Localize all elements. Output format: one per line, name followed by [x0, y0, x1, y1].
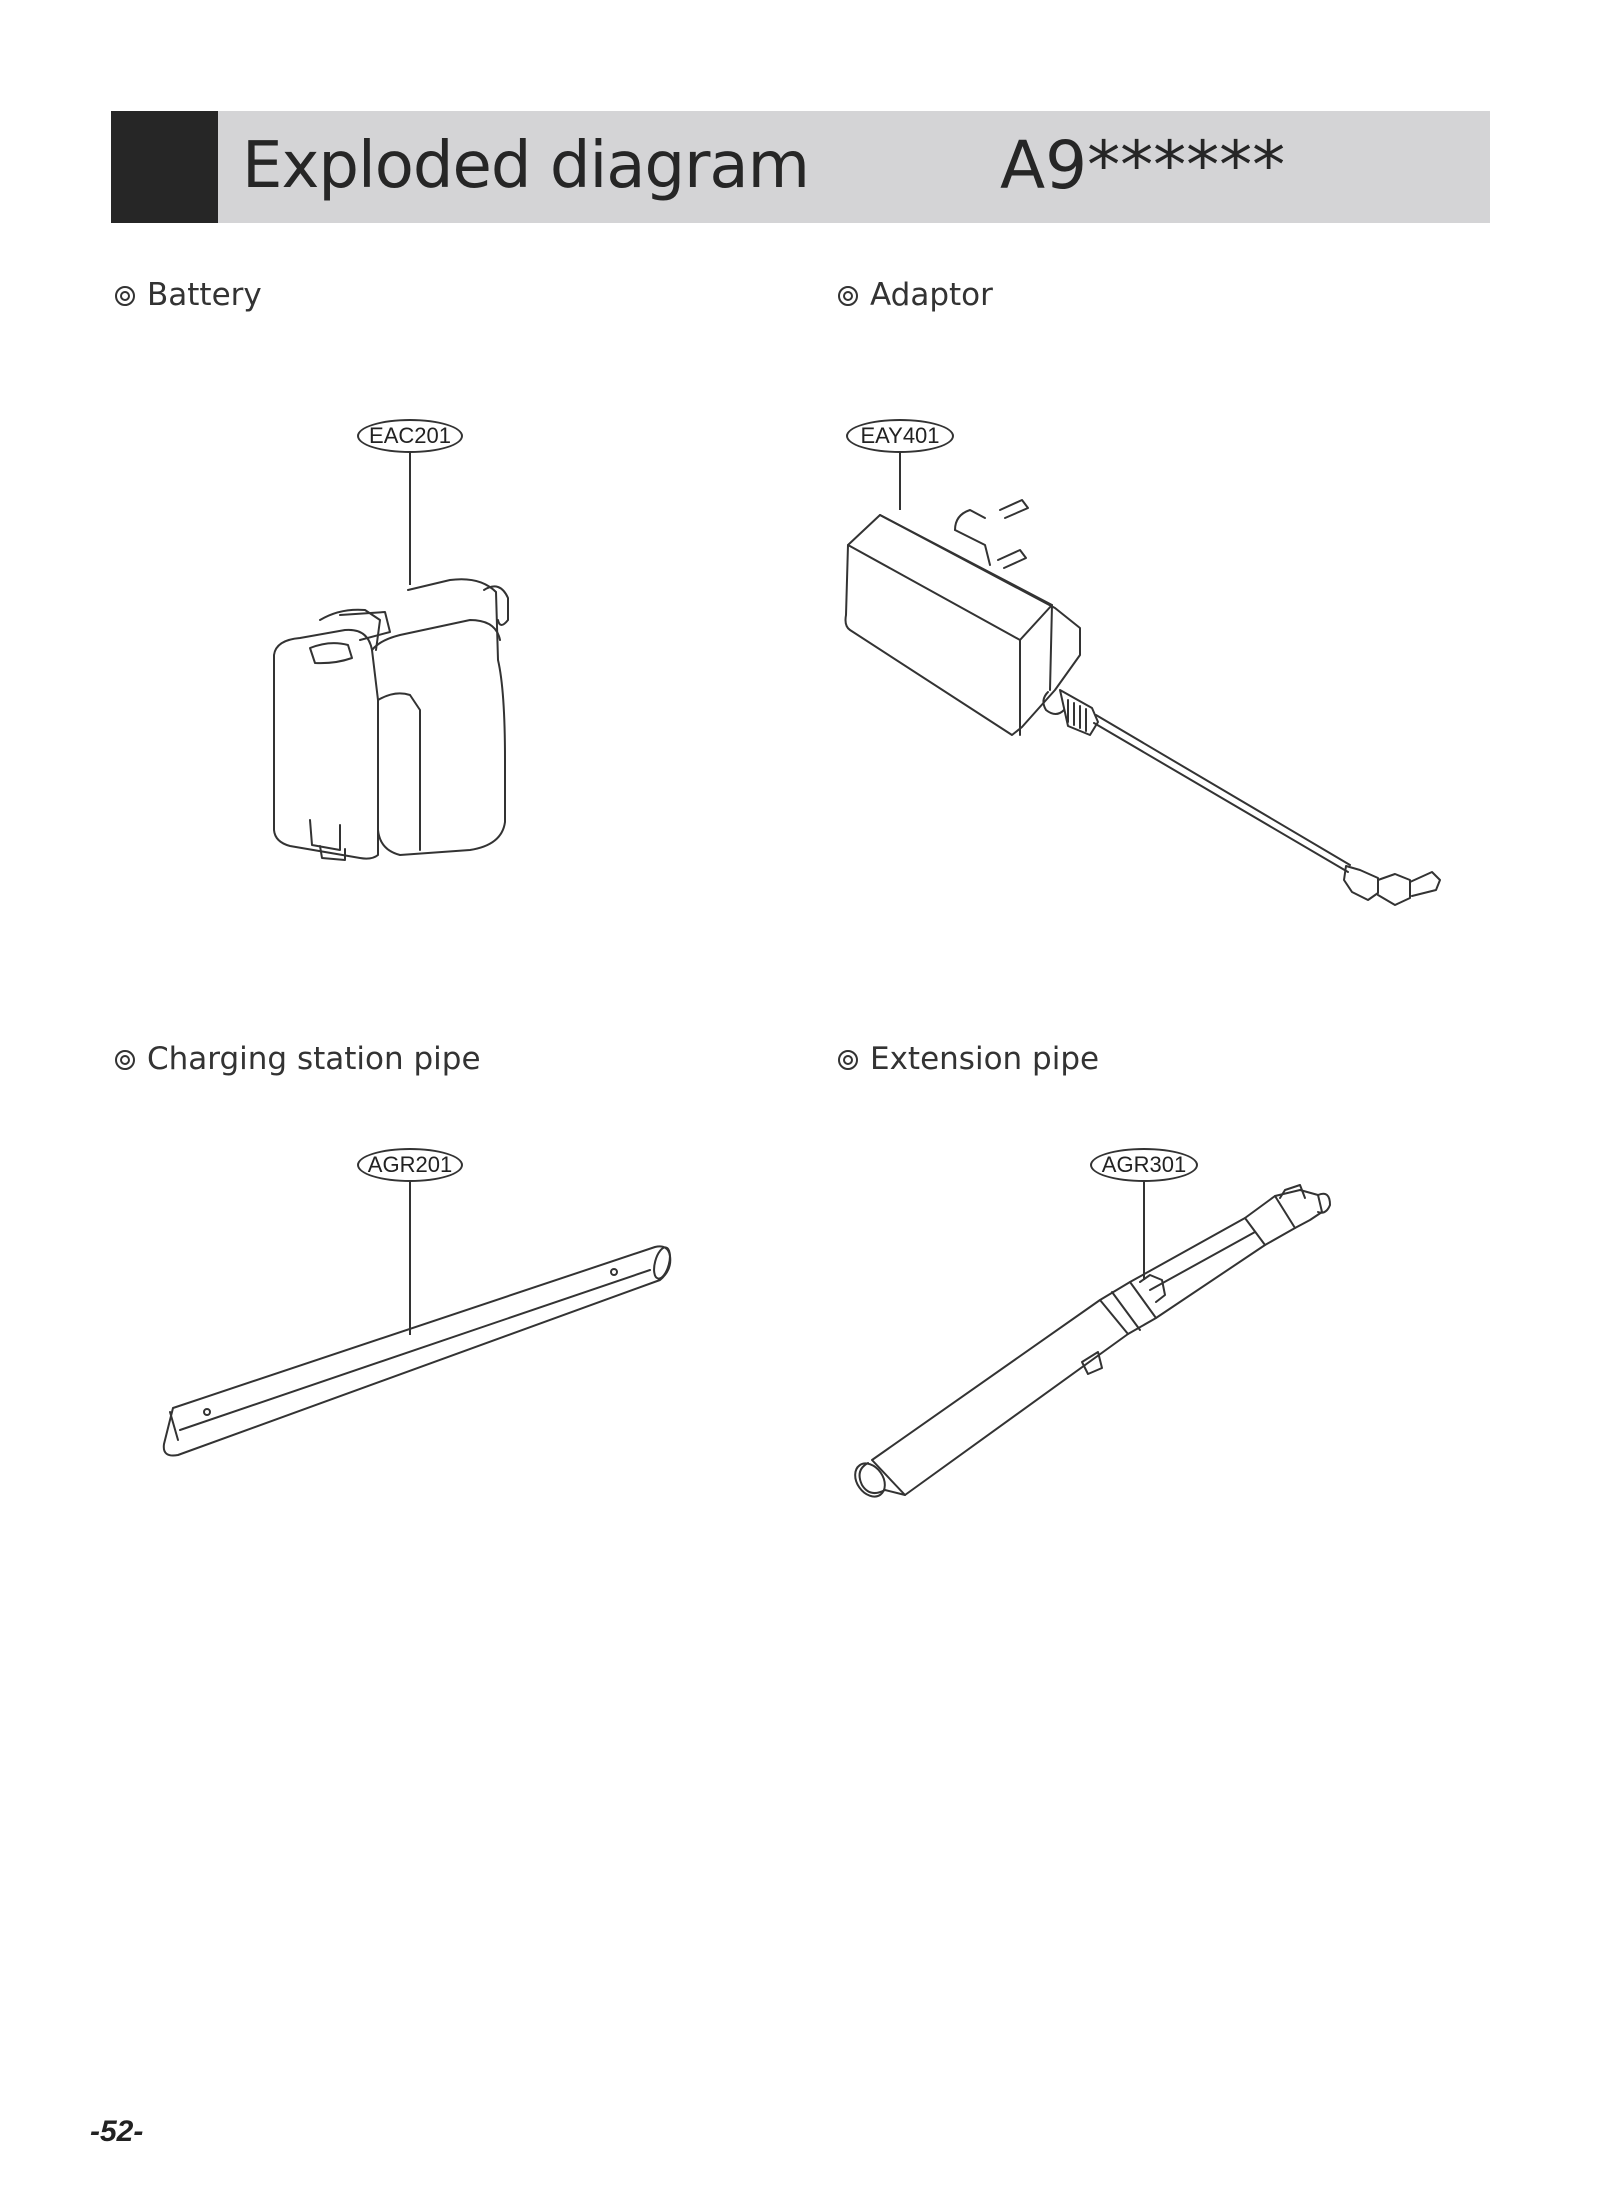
page-title: Exploded diagram: [242, 129, 809, 203]
extension-pipe-drawing: [849, 1185, 1330, 1502]
model-number: A9******: [1000, 127, 1286, 204]
section-label: Battery: [147, 277, 262, 313]
charging-station-pipe-drawing: [164, 1246, 673, 1456]
part-callout-adaptor: EAY401: [846, 419, 954, 453]
section-label: Charging station pipe: [147, 1041, 481, 1077]
part-callout-charging-station-pipe: AGR201: [357, 1148, 463, 1182]
leader-line-extension-pipe: [1143, 1180, 1145, 1280]
leader-line-battery: [409, 450, 411, 585]
section-label: Extension pipe: [870, 1041, 1100, 1077]
page-number: -52-: [90, 2115, 144, 2148]
leader-line-charging-station-pipe: [409, 1180, 411, 1335]
part-callout-battery: EAC201: [357, 419, 463, 453]
adaptor-drawing: [846, 500, 1441, 905]
part-callout-extension-pipe: AGR301: [1090, 1148, 1198, 1182]
leader-line-adaptor: [899, 450, 901, 510]
battery-drawing: [274, 579, 508, 860]
section-label: Adaptor: [870, 277, 993, 313]
